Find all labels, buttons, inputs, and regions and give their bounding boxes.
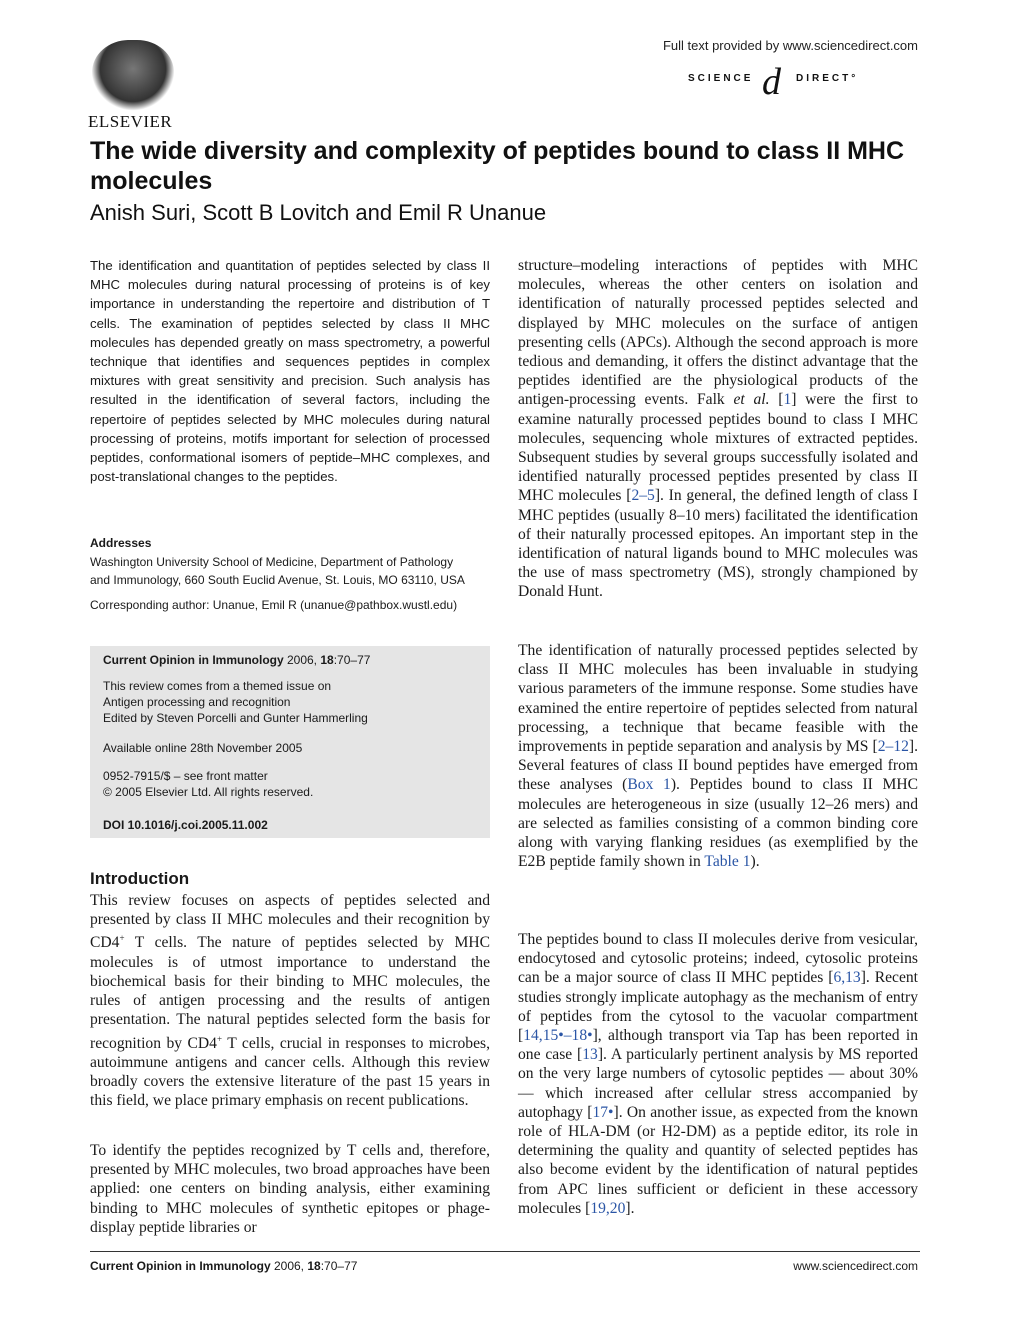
sciencedirect-logo-left: SCIENCE — [688, 73, 754, 84]
footer-divider — [90, 1251, 920, 1252]
body-paragraph: The identification of naturally processed peptides selected by class II MHC molecules has been invaluable in studying various parameters of the immune response. Some studies have examined the entire repertoire of peptides selected from natural processing, a technique that became feasible with the improvements in peptide separation and analysis by MS [2–12]. Several features of class II bound peptides have emerged from these analyses (Box 1). Peptides bound to class II MHC molecules are heterogeneous in size (usually 12–26 mers) and are selected as families consisting of a common binding core along with varying flanking residues (as exemplified by the E2B peptide family shown in Table 1). — [518, 642, 919, 871]
introduction-heading: Introduction — [90, 869, 190, 888]
citation-link[interactable]: 2–5 — [631, 487, 655, 505]
citation-link[interactable]: 2–12 — [877, 738, 909, 756]
body-paragraph: structure–modeling interactions of peptides with MHC molecules, whereas the other centers on isolation and identification of naturally processed peptides selected and displayed by MHC molecules on the surface of antigen presenting cells (APCs). Although the second approach is more tedious and demanding, it offers the distinct advantage that the peptides identified are the physiological products of the antigen-processing events. Falk et al. [1] were the first to examine naturally processed peptides bound to class I MHC molecules, sequencing whole mixtures of extracted peptides. Subsequent studies by several groups successfully isolated and identified naturally processed peptides presented by class II MHC molecules [2–5]. In general, the defined length of class I MHC peptides (usually 8–10 mers) facilitated the identification of their naturally processed epitopes. An important step in the identification of natural ligands bound to MHC molecules was the use of mass spectrometry (MS), strongly championed by Donald Hunt. — [518, 257, 918, 601]
citation-link[interactable]: 6,13 — [833, 969, 861, 987]
doi[interactable]: DOI 10.1016/j.coi.2005.11.002 — [103, 818, 268, 832]
sciencedirect-logo[interactable] — [688, 61, 928, 103]
theme-editors: Edited by Steven Porcelli and Gunter Hammerling — [103, 711, 368, 725]
footer-pages: :70–77 — [320, 1259, 358, 1273]
journal-name: Current Opinion in Immunology — [103, 653, 284, 667]
sciencedirect-logo-right: DIRECT° — [796, 73, 859, 84]
journal-info-box — [90, 646, 490, 838]
journal-year: 2006, — [283, 653, 321, 667]
citation-link[interactable]: 1 — [783, 391, 792, 409]
citation-link[interactable]: 19,20 — [590, 1199, 626, 1217]
body-paragraph: The peptides bound to class II molecules derive from vesicular, endocytosed and cytosolic proteins; indeed, cytosolic proteins can be a major source of class II MHC peptides [6,13]. Recent studies strongly implicate autophagy as the mechanism of entry of peptides from the cytosol to the vacuolar compartment [14,15•–18•], although transport via Tap has been reported in one case [13]. A particularly pertinent analysis by MS reported on the very large numbers of cytosolic peptides — about 30% — which increased after cellular stress accompanied by autophagy [17•]. On another issue, as expected from the known role of HLA-DM (or H2-DM) as a peptide editor, its role in determining the quality and quantity of selected peptides has also become evident by the identification of natural peptides from APC lines sufficient or deficient in these accessory molecules [19,20]. — [518, 931, 918, 1217]
citation-link[interactable]: 14,15•–18• — [523, 1027, 593, 1045]
theme-issue — [103, 678, 368, 726]
rights-info — [103, 768, 313, 800]
citation-link[interactable]: 13 — [582, 1046, 598, 1064]
theme-line: Antigen processing and recognition — [103, 695, 291, 709]
intro-paragraph: To identify the peptides recognized by T cells and, therefore, presented by MHC molecules, two broad approaches have been applied: one centers on binding analysis, either examining binding to MHC molecules of synthetic epitopes or phage-display peptide libraries or — [90, 1142, 490, 1236]
journal-volume: 18 — [320, 653, 334, 667]
footer-url[interactable]: www.sciencedirect.com — [793, 1259, 918, 1273]
address-line: Washington University School of Medicine, Department of Pathology — [90, 555, 454, 569]
elsevier-tree-icon — [92, 40, 174, 112]
address-line: and Immunology, 660 South Euclid Avenue, St. Louis, MO 63110, USA — [90, 573, 465, 587]
article-authors: Anish Suri, Scott B Lovitch and Emil R Unanue — [90, 200, 547, 225]
copyright: © 2005 Elsevier Ltd. All rights reserved. — [103, 785, 314, 799]
publisher-name: ELSEVIER — [88, 112, 173, 131]
available-online: Available online 28th November 2005 — [103, 741, 303, 755]
table-link[interactable]: Table 1 — [704, 853, 751, 871]
footer-volume: 18 — [307, 1259, 321, 1273]
theme-line: This review comes from a themed issue on — [103, 679, 332, 693]
intro-paragraph: This review focuses on aspects of peptides selected and presented by class II MHC molecules and their recognition by CD4+ T cells. The nature of peptides selected by MHC molecules is of utmost importance to understand the biochemical basis for their binding to MHC molecules, the rules of antigen processing and the results of antigen presentation. The natural peptides selected form the basis for recognition by CD4+ T cells, crucial in responses to microbes, autoimmune antigens and cancer cells. Although this review broadly covers the extensive literature of the past 15 years in this field, we place primary emphasis on recent publications. — [90, 892, 490, 1110]
fulltext-provided-link[interactable]: Full text provided by www.sciencedirect.com — [662, 38, 918, 53]
elsevier-logo — [88, 40, 178, 132]
box-link[interactable]: Box 1 — [627, 776, 671, 794]
abstract: The identification and quantitation of peptides selected by class II MHC molecules during natural processing of proteins is of key importance in understanding the repertoire and distribution of T cells. The examination of peptides selected by class II MHC molecules has depended greatly on mass spectrometry, a powerful technique that identifies and sequences peptides in complex mixtures with great sensitivity and precision. Such analysis has resulted in the identification of several factors, including the repertoire of peptides selected by MHC molecules during natural processing of proteins, motifs important for selection of processed peptides, conformational isomers of peptide–MHC complexes, and post-translational changes to the peptides. — [90, 258, 490, 485]
footer-journal: Current Opinion in Immunology — [90, 1259, 271, 1273]
journal-citation — [103, 652, 370, 668]
article-title: The wide diversity and complexity of peptides bound to class II MHC molecules — [90, 137, 905, 195]
journal-pages: :70–77 — [333, 653, 371, 667]
footer-year: 2006, — [270, 1259, 308, 1273]
addresses-heading: Addresses — [90, 536, 152, 550]
footer-citation — [90, 1259, 357, 1273]
issn: 0952-7915/$ – see front matter — [103, 769, 268, 783]
addresses — [90, 553, 490, 589]
sciencedirect-d-icon: d — [762, 61, 781, 103]
corresponding-author: Corresponding author: Unanue, Emil R (unanue@pathbox.wustl.edu) — [90, 598, 458, 612]
citation-link[interactable]: 17• — [592, 1103, 614, 1121]
